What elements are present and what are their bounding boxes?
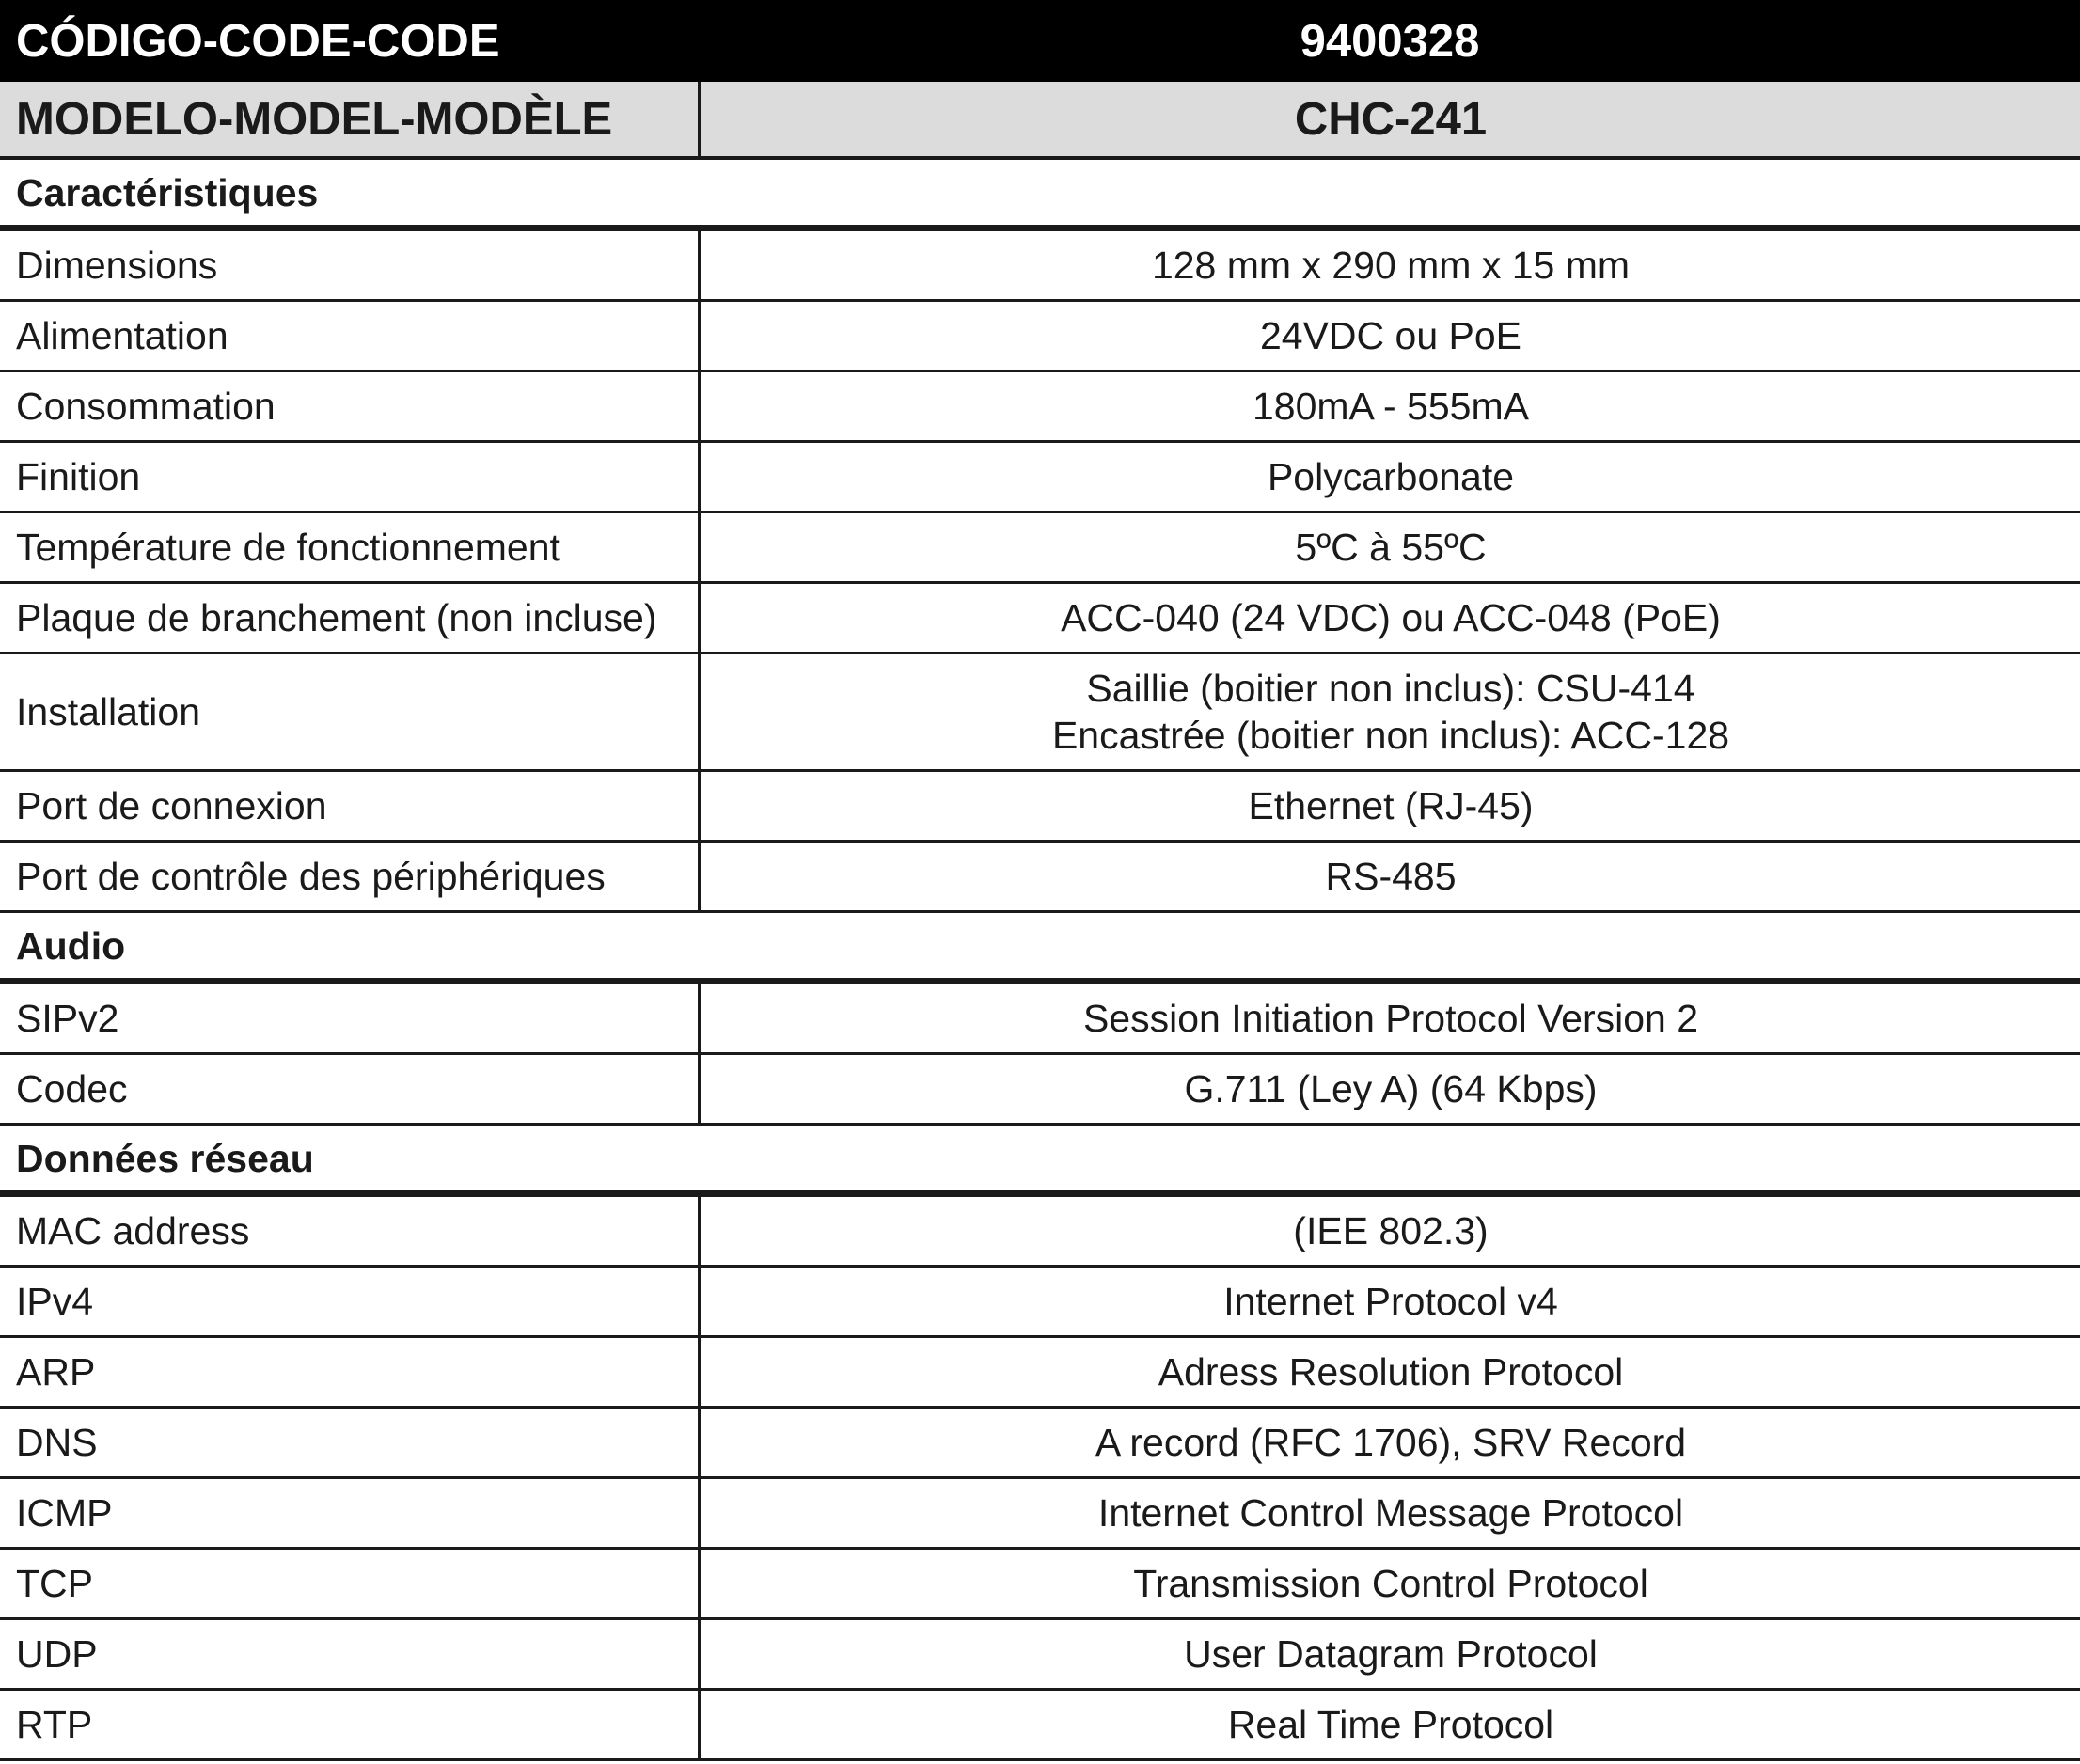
spec-value [700, 228, 2080, 301]
code-label: CÓDIGO-CODE-CODE [0, 0, 700, 82]
table-row [0, 654, 2080, 771]
spec-label: ICMP [0, 1478, 700, 1549]
spec-value-line: ACC-040 (24 VDC) ou ACC-048 (PoE) [1061, 596, 1721, 639]
spec-label: DNS [0, 1408, 700, 1478]
section-title: Caractéristiques [0, 158, 2080, 228]
spec-value [700, 982, 2080, 1054]
model-header-row [0, 82, 2080, 158]
spec-label: IPv4 [0, 1267, 700, 1337]
spec-value-line: Internet Control Message Protocol [1097, 1491, 1684, 1535]
spec-value [700, 1619, 2080, 1690]
spec-value-line: G.711 (Ley A) (64 Kbps) [1184, 1067, 1598, 1110]
section-header-row [0, 1125, 2080, 1194]
spec-label: Consommation [0, 371, 700, 442]
spec-value [700, 371, 2080, 442]
spec-value-line: Encastrée (boitier non inclus): ACC-128 [1051, 714, 1730, 757]
spec-value-line: 180mA - 555mA [1253, 385, 1529, 428]
model-label: MODELO-MODEL-MODÈLE [0, 82, 700, 158]
spec-value-line: 5ºC à 55ºC [1295, 526, 1487, 569]
spec-value [700, 301, 2080, 371]
spec-label: RTP [0, 1690, 700, 1760]
table-row [0, 842, 2080, 912]
spec-value-line: User Datagram Protocol [1184, 1632, 1598, 1676]
spec-label: Alimentation [0, 301, 700, 371]
spec-value [700, 512, 2080, 583]
table-row [0, 371, 2080, 442]
spec-value-line: A record (RFC 1706), SRV Record [1095, 1421, 1687, 1464]
spec-value [700, 1408, 2080, 1478]
spec-value [700, 1267, 2080, 1337]
spec-label: Port de connexion [0, 771, 700, 842]
section-title: Données réseau [0, 1125, 2080, 1194]
table-row [0, 301, 2080, 371]
table-row [0, 1194, 2080, 1267]
spec-label: ARP [0, 1337, 700, 1408]
spec-value [700, 1337, 2080, 1408]
spec-value [700, 1054, 2080, 1125]
spec-value-line: Real Time Protocol [1227, 1703, 1554, 1746]
table-row [0, 1267, 2080, 1337]
spec-value [700, 654, 2080, 771]
spec-label: SIPv2 [0, 982, 700, 1054]
table-row [0, 1690, 2080, 1760]
spec-label: MAC address [0, 1194, 700, 1267]
code-header-row [0, 0, 2080, 82]
spec-value [700, 1690, 2080, 1760]
table-row [0, 982, 2080, 1054]
spec-value-line: 128 mm x 290 mm x 15 mm [1151, 244, 1631, 287]
spec-value-line: Internet Protocol v4 [1223, 1280, 1558, 1323]
spec-value-line: Saillie (boitier non inclus): CSU-414 [1086, 667, 1695, 710]
spec-value-line: 24VDC ou PoE [1259, 314, 1522, 357]
spec-value [700, 1549, 2080, 1619]
spec-value-line: Ethernet (RJ-45) [1248, 784, 1534, 827]
spec-label: Port de contrôle des périphériques [0, 842, 700, 912]
spec-label: Plaque de branchement (non incluse) [0, 583, 700, 654]
spec-value-line: Adress Resolution Protocol [1158, 1350, 1624, 1394]
spec-label: Température de fonctionnement [0, 512, 700, 583]
table-row [0, 1549, 2080, 1619]
code-value: 9400328 [700, 0, 2080, 82]
spec-value [700, 842, 2080, 912]
spec-value [700, 1194, 2080, 1267]
spec-value-line: Session Initiation Protocol Version 2 [1082, 997, 1699, 1040]
spec-value [700, 442, 2080, 512]
spec-value-line: Transmission Control Protocol [1133, 1562, 1648, 1605]
spec-value-line: (IEE 802.3) [1293, 1209, 1489, 1252]
table-row [0, 1408, 2080, 1478]
spec-value-line: Polycarbonate [1267, 455, 1515, 498]
spec-label: Installation [0, 654, 700, 771]
spec-label: Dimensions [0, 228, 700, 301]
table-row [0, 1478, 2080, 1549]
table-row [0, 228, 2080, 301]
spec-label: Finition [0, 442, 700, 512]
spec-label: UDP [0, 1619, 700, 1690]
section-header-row [0, 912, 2080, 982]
table-row [0, 1337, 2080, 1408]
table-row [0, 1619, 2080, 1690]
table-row [0, 512, 2080, 583]
section-title: Audio [0, 912, 2080, 982]
table-row [0, 583, 2080, 654]
spec-value [700, 771, 2080, 842]
spec-value-line: RS-485 [1325, 855, 1457, 898]
spec-value [700, 1478, 2080, 1549]
spec-label: TCP [0, 1549, 700, 1619]
table-row [0, 771, 2080, 842]
section-header-row [0, 158, 2080, 228]
spec-label: Codec [0, 1054, 700, 1125]
spec-value [700, 583, 2080, 654]
model-value: CHC-241 [700, 82, 2080, 158]
table-row [0, 1054, 2080, 1125]
table-row [0, 442, 2080, 512]
